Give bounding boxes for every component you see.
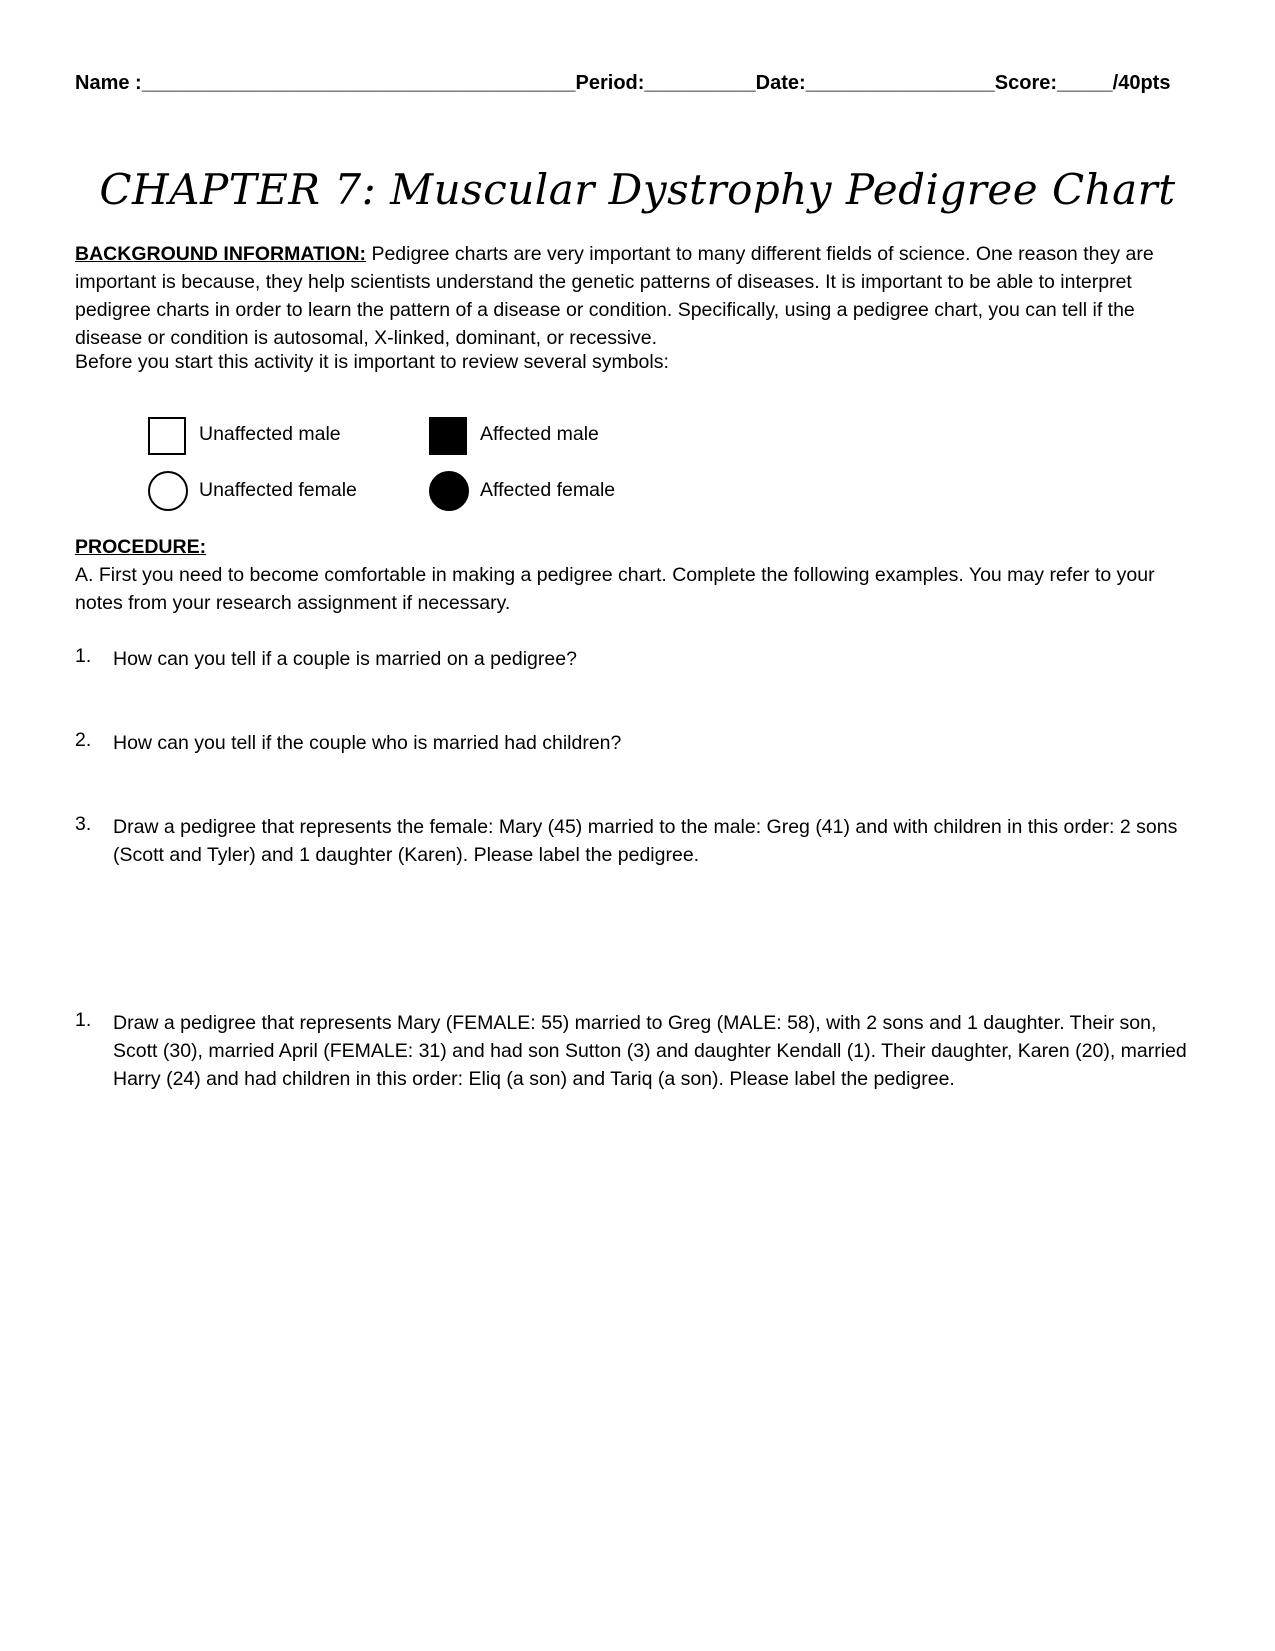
page-title: CHAPTER 7: Muscular Dystrophy Pedigree Chart: [99, 165, 1176, 214]
question-number: 3.: [75, 813, 92, 835]
procedure-heading: PROCEDURE:: [75, 536, 207, 558]
affected-male-label: Affected male: [480, 423, 599, 445]
background-heading: BACKGROUND INFORMATION:: [75, 243, 367, 265]
question-number: 2.: [75, 729, 92, 751]
question-text: How can you tell if the couple who is married had children?: [113, 732, 622, 754]
score-blank[interactable]: _____: [1057, 72, 1113, 94]
question-number: 1.: [75, 1009, 92, 1031]
unaffected-female-label: Unaffected female: [199, 479, 357, 501]
background-text: Pedigree charts are very important to many different fields of science. One reason they are important is because, they help scientists understand the genetic patterns of diseases. It is important to be able to interpret pedigree charts in order to learn the pattern of a disease or condition. Specifically, using a pedigree chart, you can tell if the disease or condition is autosomal, X-linked, dominant, or recessive.: [75, 243, 1154, 349]
period-label: Period:: [575, 72, 645, 94]
period-blank[interactable]: __________: [644, 72, 756, 94]
name-label: Name :: [75, 72, 142, 94]
score-label: Score:: [994, 72, 1058, 94]
date-label: Date:: [755, 72, 806, 94]
review-line: Before you start this activity it is important to review several symbols:: [75, 351, 669, 373]
background-paragraph: [75, 240, 1200, 352]
affected-male-square-icon: [429, 417, 467, 455]
question-text: How can you tell if a couple is married on a pedigree?: [113, 648, 577, 670]
unaffected-female-circle-icon: [148, 471, 188, 511]
unaffected-male-square-icon: [148, 417, 186, 455]
name-blank[interactable]: _______________________________________: [141, 72, 576, 94]
date-blank[interactable]: _________________: [805, 72, 995, 94]
question-text: Draw a pedigree that represents the female: Mary (45) married to the male: Greg (41) and with children in this order: 2 sons (Scott and Tyler) and 1 daughter (Karen). Please label the pedigree.: [113, 816, 1178, 866]
question-number: 1.: [75, 645, 92, 667]
procedure-intro: A. First you need to become comfortable in making a pedigree chart. Complete the following examples. You may refer to your notes from your research assignment if necessary.: [75, 564, 1155, 614]
student-info-header: [75, 72, 1200, 95]
affected-female-circle-icon: [429, 471, 469, 511]
question-text: Draw a pedigree that represents Mary (FEMALE: 55) married to Greg (MALE: 58), with 2 sons and 1 daughter. Their son, Scott (30), married April (FEMALE: 31) and had son Sutton (3) and daughter Kendall (1). Their daughter, Karen (20), married Harry (24) and had children in this order: Eliq (a son) and Tariq (a son). Please label the pedigree.: [113, 1012, 1187, 1090]
unaffected-male-label: Unaffected male: [199, 423, 341, 445]
affected-female-label: Affected female: [480, 479, 616, 501]
score-total: /40pts: [1112, 72, 1171, 94]
